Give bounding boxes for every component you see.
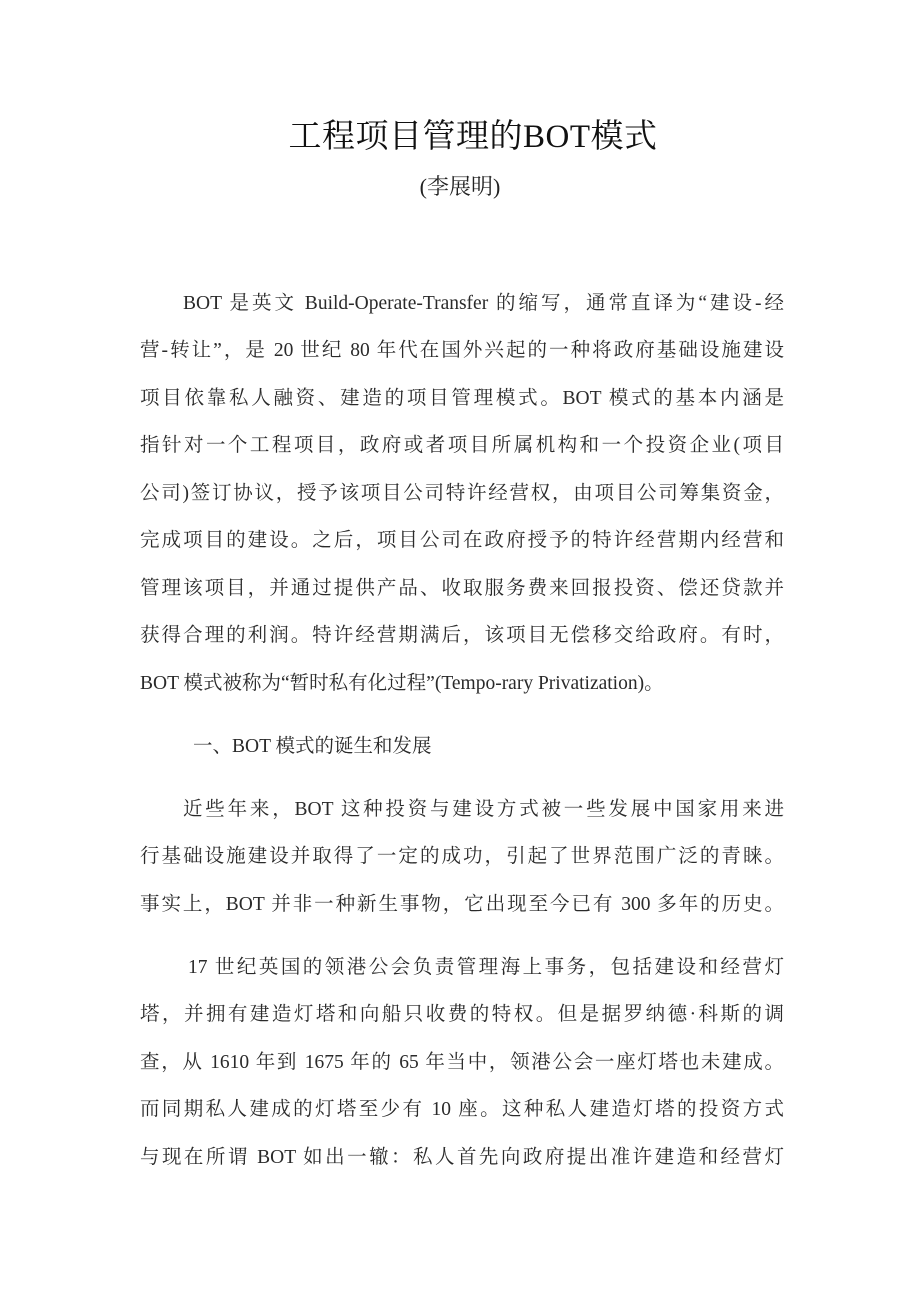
paragraph-line: 与现在所谓 BOT 如出一辙：私人首先向政府提出准许建造和经营灯 [140,1147,784,1168]
document-author: (李展明) [419,174,501,199]
paragraph-line: 营-转让”，是 20 世纪 80 年代在国外兴起的一种将政府基础设施建设 [140,340,784,361]
paragraph-line: 查，从 1610 年到 1675 年的 65 年当中，领港公会一座灯塔也未建成。 [140,1052,784,1073]
paragraph-line: 近些年来，BOT 这种投资与建设方式被一些发展中国家用来进 [183,799,784,820]
paragraph-line: 公司)签订协议，授予该项目公司特许经营权，由项目公司筹集资金， [140,483,784,504]
paragraph-line: BOT 是英文 Build-Operate-Transfer 的缩写，通常直译为“建设-经 [183,293,784,314]
paragraph-line: 指针对一个工程项目，政府或者项目所属机构和一个投资企业(项目 [140,435,784,456]
paragraph-line: 17 世纪英国的领港公会负责管理海上事务，包括建设和经营灯 [188,957,784,978]
paragraph-line: 管理该项目，并通过提供产品、收取服务费来回报投资、偿还贷款并 [140,578,784,599]
paragraph-line: 项目依靠私人融资、建造的项目管理模式。BOT 模式的基本内涵是 [140,388,784,409]
section-heading: 一、BOT 模式的诞生和发展 [193,736,432,757]
paragraph-line: 获得合理的利润。特许经营期满后，该项目无偿移交给政府。有时， [140,625,784,646]
paragraph-line: 行基础设施建设并取得了一定的成功，引起了世界范围广泛的青睐。 [140,846,784,867]
paragraph-line: 事实上，BOT 并非一种新生事物，它出现至今已有 300 多年的历史。 [140,894,784,915]
paragraph-line: BOT 模式被称为“暂时私有化过程”(Tempo-rary Privatization)。 [140,673,664,694]
document-title: 工程项目管理的BOT模式 [288,119,658,155]
paragraph-line: 而同期私人建成的灯塔至少有 10 座。这种私人建造灯塔的投资方式 [140,1099,784,1120]
paragraph-line: 塔，并拥有建造灯塔和向船只收费的特权。但是据罗纳德·科斯的调 [140,1004,784,1025]
paragraph-line: 完成项目的建设。之后，项目公司在政府授予的特许经营期内经营和 [140,530,784,551]
